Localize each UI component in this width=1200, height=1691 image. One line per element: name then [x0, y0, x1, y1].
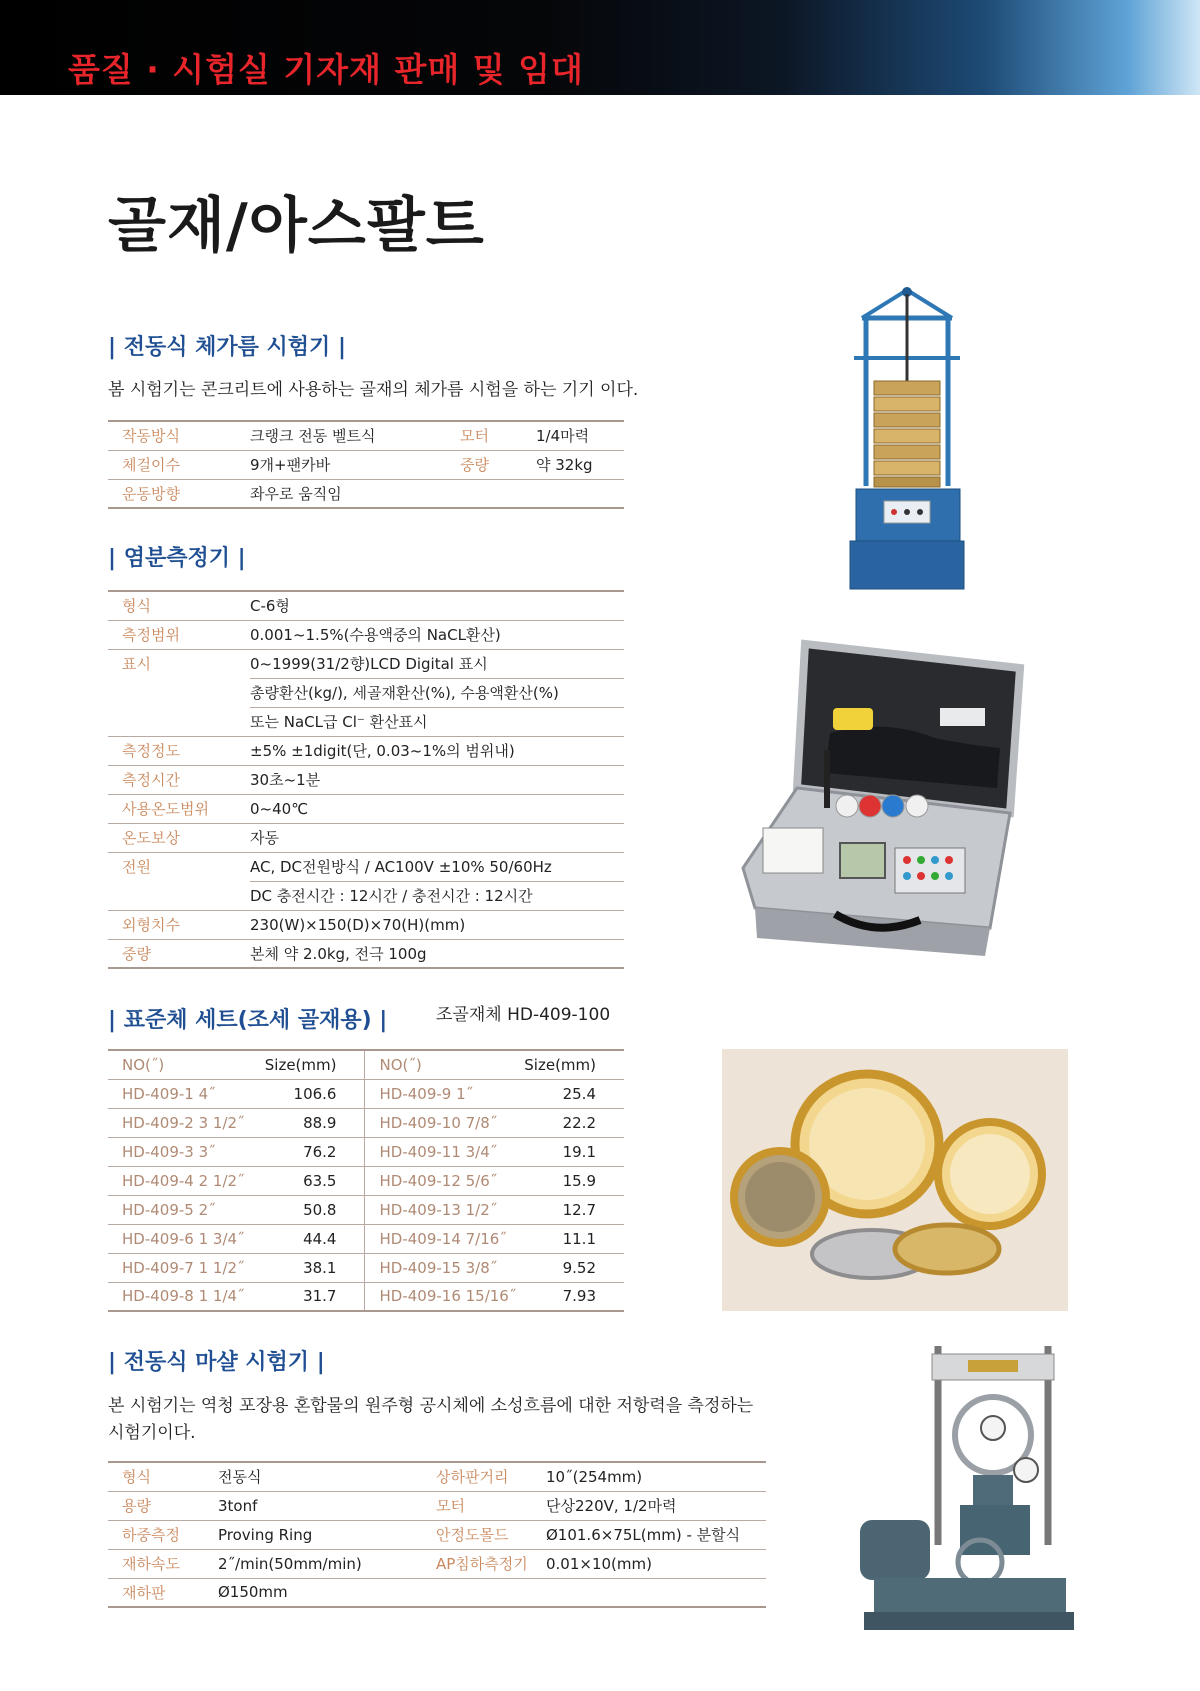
table-row [108, 450, 624, 479]
sieve-no: HD-409-5 2˝ [108, 1195, 257, 1224]
spec-label [108, 678, 250, 707]
page-title: 골재/아스팔트 [108, 191, 485, 261]
table-row [108, 1224, 624, 1253]
spec-label: 상하판거리 [422, 1462, 546, 1491]
spec-label: 모터 [422, 1491, 546, 1520]
sieve-size: 12.7 [516, 1195, 624, 1224]
spec-label: 측정시간 [108, 765, 250, 794]
sieve-size: 50.8 [257, 1195, 365, 1224]
spec-value: 1/4마력 [536, 421, 624, 450]
sieve-size: 63.5 [257, 1166, 365, 1195]
spec-value: 0~1999(31/2향)LCD Digital 표시 [250, 649, 624, 678]
spec-value: Ø101.6×75L(mm) - 분할식 [546, 1520, 766, 1549]
sieve-no: HD-409-10 7/8˝ [365, 1108, 516, 1137]
spec-label: 중량 [446, 450, 536, 479]
sieve-set-image [722, 1049, 1068, 1311]
spec-label [446, 479, 536, 508]
spec-label: 재하속도 [108, 1549, 218, 1578]
spec-value: 10˝(254mm) [546, 1462, 766, 1491]
spec-label: 운동방향 [108, 479, 250, 508]
table-row [108, 1491, 766, 1520]
marshall-tester-image [850, 1340, 1075, 1632]
spec-label: 측정범위 [108, 620, 250, 649]
sieve-no: HD-409-14 7/16˝ [365, 1224, 516, 1253]
spec-label: 안정도몰드 [422, 1520, 546, 1549]
spec-value [536, 479, 624, 508]
sieve-no: HD-409-11 3/4˝ [365, 1137, 516, 1166]
table-row [108, 1137, 624, 1166]
spec-value: Proving Ring [218, 1520, 422, 1549]
banner-title: 품질 · 시험실 기자재 판매 및 임대 [68, 50, 584, 89]
table-row [108, 1578, 766, 1607]
table-row [108, 736, 624, 765]
table-row [108, 1282, 624, 1311]
spec-value: 약 32kg [536, 450, 624, 479]
sieve-shaker-image [842, 286, 972, 592]
salt-meter-heading: | 염분측정기 | [108, 546, 246, 571]
spec-label: 하중측정 [108, 1520, 218, 1549]
sieve-set-model: 조골재체 HD-409-100 [436, 1005, 611, 1025]
spec-value: 9개+팬카바 [250, 450, 446, 479]
sieve-size: 44.4 [257, 1224, 365, 1253]
table-row [108, 1079, 624, 1108]
table-row [108, 852, 624, 881]
sieve-no: HD-409-7 1 1/2˝ [108, 1253, 257, 1282]
sieve-no: HD-409-16 15/16˝ [365, 1282, 516, 1311]
column-header: Size(mm) [516, 1050, 624, 1079]
spec-value: 자동 [250, 823, 624, 852]
sieve-size: 88.9 [257, 1108, 365, 1137]
table-row [108, 649, 624, 678]
spec-value: 2˝/min(50mm/min) [218, 1549, 422, 1578]
table-row [108, 939, 624, 968]
marshall-heading: | 전동식 마샬 시험기 | [108, 1350, 325, 1375]
sieve-no: HD-409-15 3/8˝ [365, 1253, 516, 1282]
sieve-shaker-heading: | 전동식 체가름 시험기 | [108, 335, 346, 360]
table-row [108, 707, 624, 736]
spec-label: 형식 [108, 591, 250, 620]
spec-label: 형식 [108, 1462, 218, 1491]
spec-value: 또는 NaCL급 Cl⁻ 환산표시 [250, 707, 624, 736]
table-row [108, 1462, 766, 1491]
table-row [108, 479, 624, 508]
spec-value: DC 충전시간 : 12시간 / 충전시간 : 12시간 [250, 881, 624, 910]
sieve-shaker-description: 봄 시험기는 콘크리트에 사용하는 골재의 체가름 시험을 하는 기기 이다. [108, 380, 639, 400]
spec-value: ±5% ±1digit(단, 0.03~1%의 범위내) [250, 736, 624, 765]
sieve-size: 7.93 [516, 1282, 624, 1311]
spec-value: 총량환산(kg/), 세골재환산(%), 수용액환산(%) [250, 678, 624, 707]
sieve-no: HD-409-1 4˝ [108, 1079, 257, 1108]
spec-label: 측정정도 [108, 736, 250, 765]
salt-meter-image [735, 638, 1025, 958]
spec-label: 재하판 [108, 1578, 218, 1607]
sieve-size: 19.1 [516, 1137, 624, 1166]
spec-label: 용량 [108, 1491, 218, 1520]
sieve-size: 11.1 [516, 1224, 624, 1253]
table-row [108, 881, 624, 910]
spec-value: C-6형 [250, 591, 624, 620]
spec-label: 표시 [108, 649, 250, 678]
sieve-size: 9.52 [516, 1253, 624, 1282]
spec-label: 중량 [108, 939, 250, 968]
table-header-row [108, 1050, 624, 1079]
spec-value [546, 1578, 766, 1607]
spec-value: 단상220V, 1/2마력 [546, 1491, 766, 1520]
sieve-no: HD-409-4 2 1/2˝ [108, 1166, 257, 1195]
sieve-no: HD-409-12 5/6˝ [365, 1166, 516, 1195]
sieve-set-table [108, 1049, 624, 1312]
table-row [108, 823, 624, 852]
table-row [108, 1520, 766, 1549]
spec-value: 30초~1분 [250, 765, 624, 794]
spec-label [108, 707, 250, 736]
spec-value: 0.001~1.5%(수용액중의 NaCL환산) [250, 620, 624, 649]
spec-label: 온도보상 [108, 823, 250, 852]
column-header: Size(mm) [257, 1050, 365, 1079]
column-header: NO(˝) [365, 1050, 516, 1079]
spec-value: 크랭크 전동 벨트식 [250, 421, 446, 450]
table-row [108, 421, 624, 450]
table-row [108, 591, 624, 620]
table-row [108, 1253, 624, 1282]
sieve-set-heading: | 표준체 세트(조세 골재용) | [108, 1008, 388, 1033]
sieve-no: HD-409-13 1/2˝ [365, 1195, 516, 1224]
column-header: NO(˝) [108, 1050, 257, 1079]
table-row [108, 1166, 624, 1195]
sieve-size: 76.2 [257, 1137, 365, 1166]
table-row [108, 1195, 624, 1224]
spec-value: 좌우로 움직임 [250, 479, 446, 508]
sieve-size: 15.9 [516, 1166, 624, 1195]
sieve-size: 25.4 [516, 1079, 624, 1108]
sieve-size: 106.6 [257, 1079, 365, 1108]
spec-label: 외형치수 [108, 910, 250, 939]
sieve-shaker-spec-table [108, 420, 624, 509]
table-row [108, 1108, 624, 1137]
spec-value: AC, DC전원방식 / AC100V ±10% 50/60Hz [250, 852, 624, 881]
spec-value: 230(W)×150(D)×70(H)(mm) [250, 910, 624, 939]
spec-label: 모터 [446, 421, 536, 450]
salt-meter-spec-table [108, 590, 624, 969]
table-row [108, 678, 624, 707]
sieve-size: 38.1 [257, 1253, 365, 1282]
table-row [108, 1549, 766, 1578]
sieve-no: HD-409-8 1 1/4˝ [108, 1282, 257, 1311]
spec-label: 체걸이수 [108, 450, 250, 479]
sieve-no: HD-409-3 3˝ [108, 1137, 257, 1166]
table-row [108, 910, 624, 939]
sieve-no: HD-409-9 1˝ [365, 1079, 516, 1108]
sieve-no: HD-409-6 1 3/4˝ [108, 1224, 257, 1253]
spec-value: 전동식 [218, 1462, 422, 1491]
sieve-no: HD-409-2 3 1/2˝ [108, 1108, 257, 1137]
spec-value: 0.01×10(mm) [546, 1549, 766, 1578]
sieve-size: 31.7 [257, 1282, 365, 1311]
spec-value: Ø150mm [218, 1578, 422, 1607]
spec-label: AP침하측정기 [422, 1549, 546, 1578]
marshall-spec-table [108, 1461, 766, 1608]
sieve-size: 22.2 [516, 1108, 624, 1137]
spec-label [422, 1578, 546, 1607]
spec-value: 본체 약 2.0kg, 전극 100g [250, 939, 624, 968]
spec-value: 0~40℃ [250, 794, 624, 823]
spec-value: 3tonf [218, 1491, 422, 1520]
table-row [108, 794, 624, 823]
spec-label: 작동방식 [108, 421, 250, 450]
top-banner [0, 0, 1200, 95]
spec-label [108, 881, 250, 910]
spec-label: 사용온도범위 [108, 794, 250, 823]
spec-label: 전원 [108, 852, 250, 881]
table-row [108, 765, 624, 794]
table-row [108, 620, 624, 649]
marshall-description: 본 시험기는 역청 포장용 혼합물의 원주형 공시체에 소성흐름에 대한 저항력을 측정하는 시험기이다. [108, 1396, 754, 1443]
